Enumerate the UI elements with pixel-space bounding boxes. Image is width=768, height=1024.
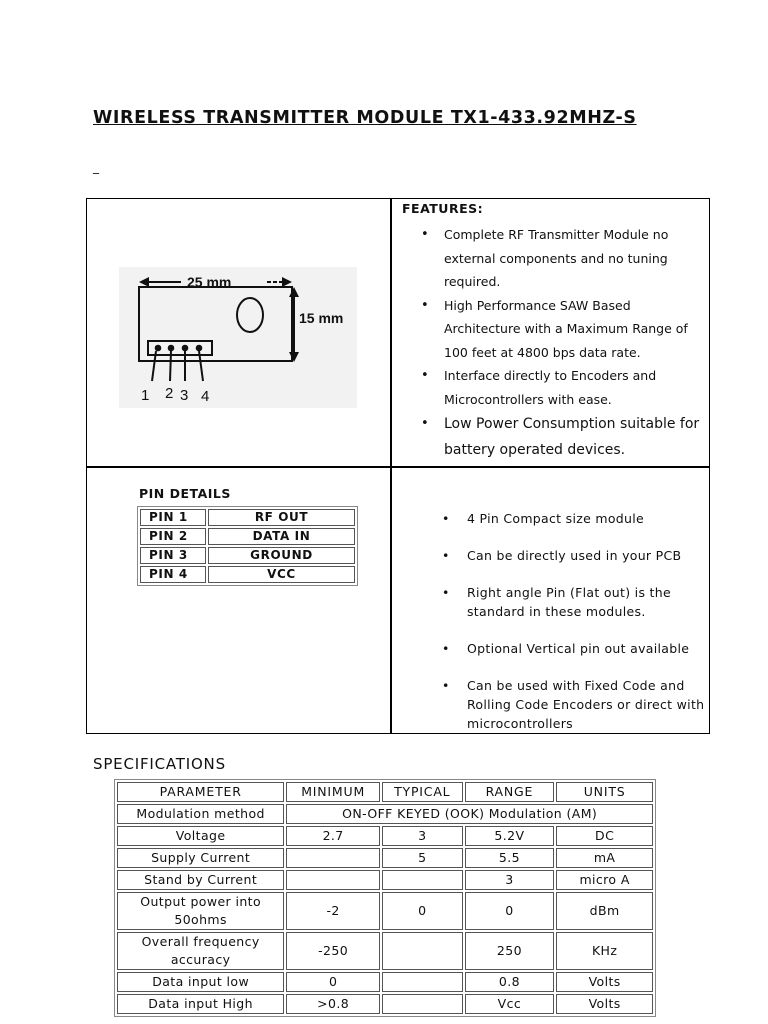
units-cell: KHz — [556, 932, 653, 970]
column-header: MINIMUM — [286, 782, 380, 802]
pin-cell: PIN 3 — [140, 547, 206, 564]
pin-details-table — [137, 506, 358, 586]
units-cell: Volts — [556, 994, 653, 1014]
table-row — [117, 804, 653, 824]
pin-cell: PIN 4 — [140, 566, 206, 583]
typical-cell: 3 — [382, 826, 463, 846]
pin-number-label: 2 — [165, 385, 174, 402]
parameter-cell: Data input High — [117, 994, 284, 1014]
stray-dash: _ — [93, 160, 99, 174]
pin-number-label: 3 — [180, 387, 189, 404]
module-outline — [139, 287, 292, 361]
parameter-cell: Stand by Current — [117, 870, 284, 890]
table-row — [140, 547, 355, 564]
range-cell: 250 — [465, 932, 555, 970]
specifications-table — [114, 779, 656, 1017]
specifications-heading: SPECIFICATIONS — [93, 755, 226, 773]
pin-function-cell: RF OUT — [208, 509, 355, 526]
note-item: • 4 Pin Compact size module — [427, 509, 705, 528]
features-grid — [86, 198, 710, 734]
height-label: 15 mm — [299, 310, 344, 326]
parameter-cell: Data input low — [117, 972, 284, 992]
pin-function-cell: VCC — [208, 566, 355, 583]
typical-cell: 5 — [382, 848, 463, 868]
table-row — [117, 994, 653, 1014]
parameter-cell: Overall frequency accuracy — [117, 932, 284, 970]
table-row — [117, 848, 653, 868]
column-header: PARAMETER — [117, 782, 284, 802]
module-dimension-drawing — [119, 267, 357, 408]
range-cell: Vcc — [465, 994, 555, 1014]
pin-function-cell: DATA IN — [208, 528, 355, 545]
pin-dot — [182, 345, 189, 352]
table-header-row — [117, 782, 653, 802]
minimum-cell: >0.8 — [286, 994, 380, 1014]
feature-item: • Complete RF Transmitter Module no external components and no tuning required. — [407, 223, 707, 294]
note-item: • Optional Vertical pin out available — [427, 639, 705, 658]
typical-cell: 0 — [382, 892, 463, 930]
column-header: TYPICAL — [382, 782, 463, 802]
width-label: 25 mm — [187, 274, 232, 290]
features-list — [407, 223, 707, 463]
table-row — [117, 932, 653, 970]
feature-item: • High Performance SAW Based Architecture with a Maximum Range of 100 feet at 4800 bps data rate. — [407, 294, 707, 365]
minimum-cell: -2 — [286, 892, 380, 930]
module-sketch — [119, 267, 357, 408]
minimum-cell: 2.7 — [286, 826, 380, 846]
units-cell: mA — [556, 848, 653, 868]
range-cell: 5.2V — [465, 826, 555, 846]
pin-function-cell: GROUND — [208, 547, 355, 564]
parameter-cell: Supply Current — [117, 848, 284, 868]
table-row — [117, 972, 653, 992]
table-row — [140, 566, 355, 583]
typical-cell — [382, 932, 463, 970]
units-cell: micro A — [556, 870, 653, 890]
width-arrowhead-left — [139, 277, 149, 287]
parameter-cell: Output power into 50ohms — [117, 892, 284, 930]
typical-cell — [382, 972, 463, 992]
pin-cell: PIN 2 — [140, 528, 206, 545]
pin-number-label: 1 — [141, 387, 150, 404]
pin-cell: PIN 1 — [140, 509, 206, 526]
units-cell: dBm — [556, 892, 653, 930]
pin-dot — [196, 345, 203, 352]
width-arrowhead-right — [282, 277, 292, 287]
typical-cell — [382, 994, 463, 1014]
features-heading: FEATURES: — [402, 201, 484, 216]
module-notes-list — [427, 509, 705, 751]
parameter-cell: Voltage — [117, 826, 284, 846]
typical-cell — [382, 870, 463, 890]
coil-icon — [237, 298, 263, 332]
modulation-value-cell: ON-OFF KEYED (OOK) Modulation (AM) — [286, 804, 653, 824]
units-cell: DC — [556, 826, 653, 846]
feature-item: • Low Power Consumption suitable for battery operated devices. — [407, 411, 707, 463]
range-cell: 0 — [465, 892, 555, 930]
minimum-cell — [286, 870, 380, 890]
column-header: RANGE — [465, 782, 555, 802]
units-cell: Volts — [556, 972, 653, 992]
note-item: • Right angle Pin (Flat out) is the standard in these modules. — [427, 583, 705, 621]
pin-dot — [168, 345, 175, 352]
range-cell: 3 — [465, 870, 555, 890]
feature-item: • Interface directly to Encoders and Microcontrollers with ease. — [407, 364, 707, 411]
grid-divider-horizontal — [87, 466, 709, 468]
pin-details-heading: PIN DETAILS — [139, 486, 231, 501]
pin-number-label: 4 — [201, 388, 210, 405]
column-header: UNITS — [556, 782, 653, 802]
range-cell: 5.5 — [465, 848, 555, 868]
table-row — [117, 892, 653, 930]
note-item: • Can be used with Fixed Code and Rolling Code Encoders or direct with microcontrollers — [427, 676, 705, 733]
table-row — [117, 870, 653, 890]
minimum-cell: -250 — [286, 932, 380, 970]
pin-lead — [170, 351, 171, 381]
table-row — [140, 509, 355, 526]
minimum-cell: 0 — [286, 972, 380, 992]
document-title: WIRELESS TRANSMITTER MODULE TX1-433.92MHZ-S — [93, 108, 637, 128]
height-arrowhead-top — [289, 287, 299, 297]
minimum-cell — [286, 848, 380, 868]
range-cell: 0.8 — [465, 972, 555, 992]
table-row — [117, 826, 653, 846]
note-item: • Can be directly used in your PCB — [427, 546, 705, 565]
table-row — [140, 528, 355, 545]
pin-dot — [155, 345, 162, 352]
parameter-cell: Modulation method — [117, 804, 284, 824]
